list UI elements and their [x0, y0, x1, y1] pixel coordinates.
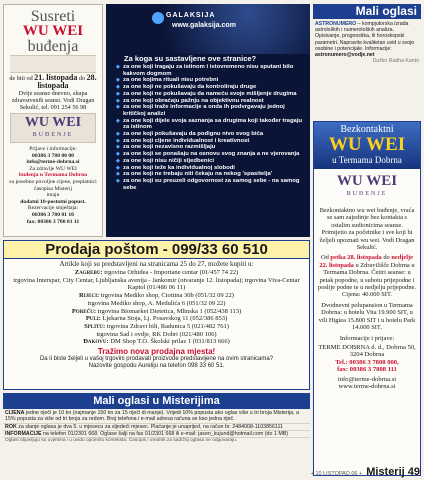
list-item: ◆ za one koji traže informacije a onda ih podvrgavaju jednoj kritičkoj analizi: [116, 104, 306, 117]
list-item: trgovina Interspar, City Centar, Ljubljanska avenija - Jankomir (otvaranje 12. listopada); trgovina Viva-Centar Kaptol (01/486 06 11): [13, 276, 300, 292]
list-item: trgovina Mediko shop, A. Medulića 6 (051/32 09 22): [87, 299, 226, 307]
mali-oglasi-note: Oglasi objavljuju su uvjetima i u uvidu općenito konteksta. Časopis i urednik za sadržaj oglasa ne odgovaraju.: [5, 438, 238, 444]
list-item: Poreču: trgovina Biomarket Dietetica, Mlinska 1 (052/438 113): [71, 307, 242, 315]
list-item: Đakovu: DM Shop T.O. Školski prilaz 1 (031/813 666): [83, 338, 230, 346]
list-item: ◆ za one koji obraćaju pažnju na objektivnu realnost: [116, 98, 306, 105]
susreti-dates: de biti od 21. listopada do 28. listopada: [9, 73, 97, 90]
list-item: ◆ za one koji se ponašaju na osnovu svog znanja a ne vjerovanja: [116, 151, 306, 158]
list-item: Splitu: trgovina Zdravi bili, Radunica 5 (021/482 761): [84, 322, 229, 330]
list-item: ◆ za one koji ne pokušavaju da nameću svoje mišljenje drugima: [116, 91, 306, 98]
bezk-email[interactable]: info@terme-dobrna.si: [337, 375, 397, 383]
list-item: CIJENA jedne riječi je 10 kn (najmanje 150 kn za 15 riječi di manje). Vrijedi 10% popusta ako oglas više u tri broja Misterija, a 15% popusta za više od tri broja za redom. Broj telefona i e-mail adresa računa se kao jedna riječ.: [3, 410, 310, 424]
page-footer: [311, 466, 420, 478]
mali-oglasi-misterij-heading: Mali oglasi u Misterijima: [3, 393, 310, 409]
mali-oglasi-header: Mali oglasi: [313, 4, 421, 19]
prodaja-heading: Prodaja poštom - 099/33 60 510: [4, 241, 309, 259]
galaksija-url[interactable]: www.galaksija.com: [172, 22, 236, 29]
susreti-ad: [3, 4, 103, 237]
footer-date: + 10 LISTOPAD 06 +: [310, 471, 363, 477]
footer-title: Misterij 49: [366, 466, 420, 478]
wu-wei-logo: WU WEI BUĐENJE: [336, 173, 398, 197]
prodaja-foot-2: Nazovite gospodu Aureliju na telefon 098 33 60 51.: [88, 363, 225, 370]
bezk-info-label: Informacije i prijave:: [339, 334, 395, 342]
list-item: ◆ za one koji pokušavaju da podignu nivo svog bića: [116, 131, 306, 138]
bezk-address: TERME DOBRNA d. d., Dobrna 50, 3204 Dobrna Tel.: 00386 3 7808 000, fax: 00386 3 7808 111 info@terme-dobrna.si www.terme-dobrna.si: [318, 343, 416, 390]
list-item: Zagrebu: trgovina Orhidea - Importane centar (01/457 74 22): [74, 269, 239, 276]
prodaja-postom-box: [3, 240, 310, 390]
trazimo-heading: Tražimo nova prodajna mjesta!: [97, 347, 216, 357]
list-item: ◆ za one kojima rituali nisu potrebni: [116, 77, 306, 84]
list-item: ◆ za one koji tragaju za istinom i istovremeno nisu sputani bilo kakvom dogmom: [116, 64, 306, 77]
susreti-title: Susreti: [30, 8, 76, 25]
list-item: Rijeci: trgovina Mediko shop, Ciottina 30b (051/32 09 22): [79, 292, 234, 300]
budjenja-title: buđenja: [27, 38, 79, 55]
galaksija-ad: [106, 4, 310, 237]
wu-wei-logo: WU WEI BUĐENJE: [10, 113, 96, 143]
galaksija-logo: GALAKSIJA: [166, 12, 216, 19]
list-item: ◆ za one koji dijele svoja saznanja sa drugima koji također tragaju za istinom: [116, 118, 306, 131]
bezkontaktni-ad: [310, 121, 421, 477]
space-list: [106, 64, 310, 191]
bezk-web[interactable]: www.terme-dobrna.si: [338, 382, 396, 390]
susreti-info: Prijave i informacije: 00386 3 780 80 00 info@terme-dobrna.si Za zdravlje WU WEI buđenja u Termama Dobrna su posebno povoljne cijene, preplatnici časopisa Misterij imaju dodatni 10-postotni popust. Rezervacije smještaja: 00386 3 780 81 10 fax: 00386 3 780 81 11: [9, 146, 97, 225]
list-item: INFORMACIJE na telefon 01/2301 668. Oglase šalji na fax 01/2301 668 ili e-mail: jasen_kujund@hotmail.com (do 1 MB): [3, 431, 310, 438]
bezkontaktni-header: Bezkontaktni WU WEI u Termama Dobrna: [314, 122, 420, 169]
mali-oglasi-misterij-body: [3, 410, 310, 458]
space-heading: Za koga su sastavljene ove stranice?: [124, 54, 257, 63]
list-item: trgovina Sad i ovdje, RK Dobri (021/480 106): [96, 330, 217, 338]
list-item: ◆ za one koji nezavisno razmišljaju: [116, 144, 306, 151]
list-item: ◆ za one koji cijene individualnost i kreativnost: [116, 138, 306, 145]
list-item: ◆ za one koji nisu ničiji sljedbenici: [116, 158, 306, 165]
astronumero-ad: ASTRONUMERO – kompjutorska izrada astroloških i numeroloških analiza. Opisivanje, prognostika, ili horoskopski parametri. Napravite kvalitetan uvid u svoje osobine i potencijale. Informacije: astronumero@vodje.net Duško Radha Kanto: [315, 21, 419, 65]
list-item: Puli: Ljekarna Stoja, Lj. Posavskog 11 (052/386 853): [85, 315, 228, 323]
prodaja-intro: Artikle koji su predstavljeni na stranicama 25 do 27, možete kupiti u:: [59, 260, 254, 268]
space-banner: [106, 4, 310, 54]
decorative-swirl: [10, 55, 96, 73]
bezk-description: Bezkontaktno wu wei buđenje, vraća se sam zajedinje bez kontakta s ostalim sudionicima seanse. Primijetio za početnike i sve koji bi željeli upoznati wu wei. Vodi Dragan Sekulić.: [319, 207, 415, 252]
list-item: ROK za slanje oglasa je dva 5. u mjesecu za sljedeći mjesec. Plaćanje je unaprijed, na račun br. 2484008-1103856111: [3, 424, 310, 431]
susreti-text: Dvije seanse dnevno, skupa zdravstvenih seansi. Vodi Dragan Sekulić, tel. 091 254 56 98: [11, 90, 95, 111]
bezk-pansion: Dvodnevni polupansion u Termama Dobrna: u hotelu Vita 19.900 SIT, u vili Higiea 15.800 SIT i u hotelu Park 14.000 SIT.: [318, 301, 416, 332]
planet-icon: [152, 12, 164, 24]
list-item: ◆ za one koji ne pokušavaju da kontroliraju druge: [116, 84, 306, 91]
list-item: ◆ za one koji su preuzeli odgovornost za samog sebe - na samog sebe: [116, 178, 306, 191]
wu-wei-title: WU WEI: [22, 23, 84, 39]
list-item: ◆ za one koji teže ka individualnoj slobodi: [116, 165, 306, 172]
astro-email[interactable]: astronumero@vodje.net: [315, 52, 375, 59]
prodaja-foot-1: Da li biste željeli u vašoj trgovini prodavati proizvode predstavljene na ovim stranicama?: [39, 356, 274, 363]
astro-credit: Duško Radha Kanto: [372, 58, 419, 65]
list-item: ◆ za one koji ne trebaju niti čekaju na nekog 'spasitelja': [116, 171, 306, 178]
bezk-dates: Od petka 28. listopada do nedjelje 22. listopada u Zdravilišče Dobrna u Termama Dobrna. Četiri seanse: u petak popodne, u subotu prijepodne i poslije podne te u nedjelju prijepodne. Cijena: 40.000 SIT.: [318, 254, 416, 299]
